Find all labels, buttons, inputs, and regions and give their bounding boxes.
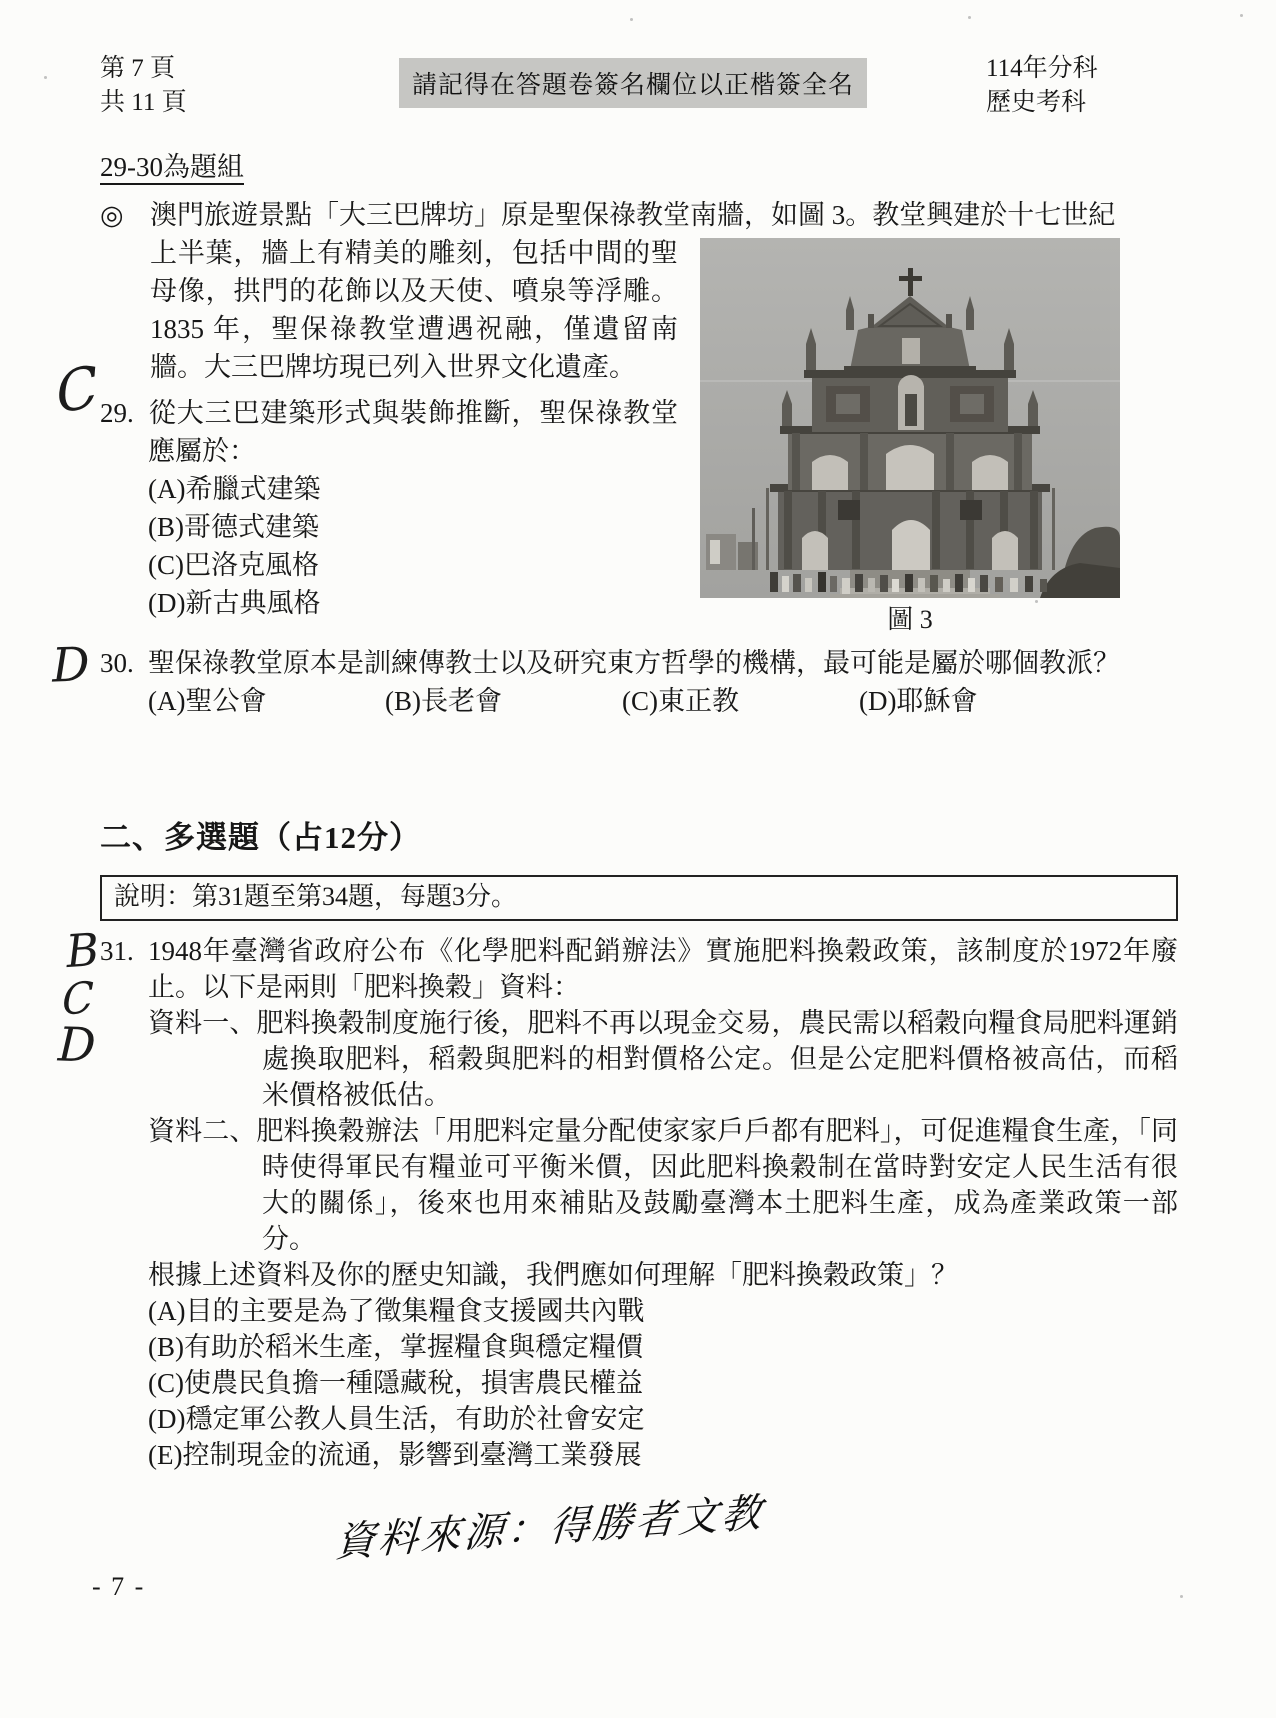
q31-option-d: (D)穩定軍公教人員生活，有助於社會安定 [148, 1404, 645, 1434]
section-2-heading: 二、多選題（占12分） [100, 820, 421, 855]
question-30 [100, 644, 1178, 682]
q31-source-1-text: 肥料換穀制度施行後，肥料不再以現金交易，農民需以稻穀向糧食局肥料運銷處換取肥料，稻穀與肥料的相對價格公定。但是公定肥料價格被高估，而稻米價格被低估。 [256, 1008, 1179, 1110]
exam-title-line1: 114年分科 [986, 55, 1098, 82]
section-2-instruction-box: 說明：第31題至第34題，每題3分。 [100, 875, 1178, 921]
group-intro-line1: 澳門旅遊景點「大三巴牌坊」原是聖保祿教堂南牆，如圖 3。教堂興建於十七世紀 [150, 200, 1116, 230]
handwritten-answer-q31-d: D [57, 1017, 97, 1074]
q31-number: 31. [100, 936, 134, 966]
q31-source-2-text: 肥料換穀辦法「用肥料定量分配使家家戶戶都有肥料」，可促進糧食生產，「同時使得軍民有糧並可平衡米價，因此肥料換穀制在當時對安定人民生活有很大的關係」，後來也用來補貼及鼓勵臺灣本土肥料生產，成為產業政策一部分。 [256, 1116, 1178, 1254]
q31-option-e: (E)控制現金的流通，影響到臺灣工業發展 [148, 1440, 642, 1470]
q30-options [100, 682, 1178, 720]
scan-speck [1035, 600, 1038, 603]
group-title: 29-30為題組 [100, 148, 1178, 186]
scan-speck [630, 18, 633, 21]
exam-title-line2: 歷史考科 [986, 89, 1087, 116]
scan-speck [44, 76, 47, 79]
scan-speck [1240, 14, 1243, 17]
question-31 [100, 933, 1178, 1473]
handwritten-answer-q31-c: C [62, 971, 94, 1026]
q31-source-2-label: 資料二、 [148, 1116, 257, 1146]
figure-3 [700, 238, 1120, 636]
handwritten-answer-q31-b: B [64, 922, 101, 979]
exam-content [100, 148, 1178, 1473]
q31-source-1-label: 資料一、 [148, 1008, 257, 1038]
page-number-line1: 第 7 頁 [100, 55, 176, 82]
q30-number: 30. [100, 648, 134, 678]
handwritten-source-note: 資料來源：得勝者文教 [333, 1489, 766, 1566]
q31-intro-text: 1948年臺灣省政府公布《化學肥料配銷辦法》實施肥料換穀政策，該制度於1972年廢止。以下是兩則「肥料換穀」資料： [148, 936, 1178, 1002]
exam-title [986, 52, 1098, 120]
signature-notice-banner: 請記得在答題卷簽名欄位以正楷簽全名 [399, 58, 867, 108]
q29-option-d: (D)新古典風格 [148, 588, 321, 618]
q31-option-a: (A)目的主要是為了徵集糧食支援國共內戰 [148, 1296, 645, 1326]
q30-option-a: (A)聖公會 [148, 686, 267, 716]
q29-option-b: (B)哥德式建築 [148, 512, 319, 542]
st-pauls-ruins-photo [700, 238, 1120, 598]
scan-speck [968, 16, 971, 19]
q30-option-b: (B)長老會 [385, 686, 502, 716]
q31-option-b: (B)有助於稻米生產，掌握糧食與穩定糧價 [148, 1332, 643, 1362]
q31-source-1 [100, 1005, 1178, 1113]
q31-source-2 [100, 1113, 1178, 1257]
q31-option-c: (C)使農民負擔一種隱藏稅，損害農民權益 [148, 1368, 643, 1398]
q30-option-c: (C)東正教 [622, 686, 739, 716]
handwritten-answer-q29: C [53, 353, 102, 428]
page-number-info [100, 52, 187, 120]
scan-speck [1180, 1595, 1183, 1598]
footer-page-number: - 7 - [92, 1572, 146, 1601]
q29-option-a: (A)希臘式建築 [148, 474, 321, 504]
group-intro-rest: 上半葉，牆上有精美的雕刻，包括中間的聖母像，拱門的花飾以及天使、噴泉等浮雕。1835 年，聖保祿教堂遭遇祝融，僅遺留南牆。大三巴牌坊現已列入世界文化遺產。 [150, 238, 678, 382]
q30-option-d: (D)耶穌會 [859, 686, 978, 716]
handwritten-answer-q30: D [51, 637, 91, 694]
q29-option-c: (C)巴洛克風格 [148, 550, 319, 580]
group-marker: ◎ [100, 200, 124, 230]
q31-intro [100, 933, 1178, 1005]
q30-stem: 聖保祿教堂原本是訓練傳教士以及研究東方哲學的機構，最可能是屬於哪個教派？ [148, 648, 1120, 678]
q31-question-line: 根據上述資料及你的歷史知識，我們應如何理解「肥料換穀政策」？ [148, 1260, 958, 1290]
page-number-line2: 共 11 頁 [100, 89, 187, 116]
q29-stem: 從大三巴建築形式與裝飾推斷，聖保祿教堂應屬於： [148, 398, 678, 466]
q29-number: 29. [100, 398, 134, 428]
figure-caption: 圖 3 [887, 605, 933, 634]
page-header [0, 0, 1276, 132]
